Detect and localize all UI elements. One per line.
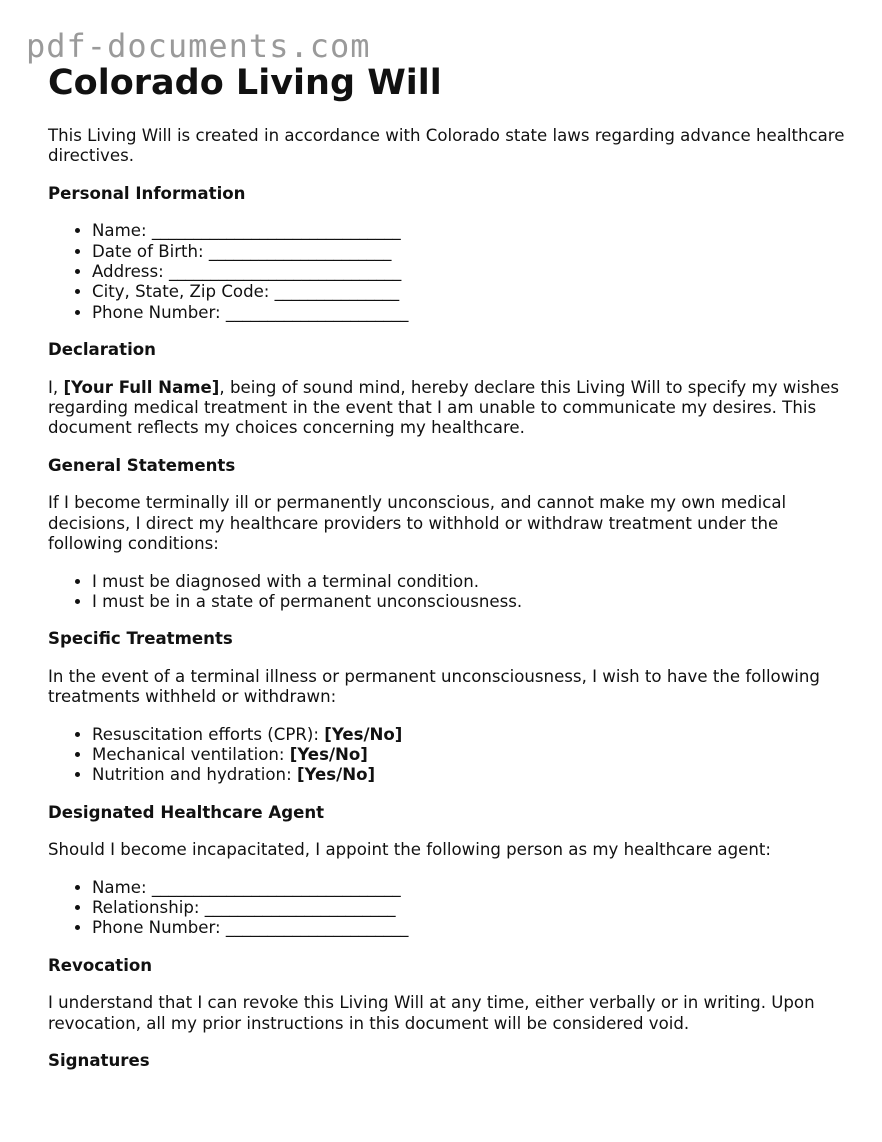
document-page bbox=[48, 60, 848, 1071]
revocation-heading: Revocation bbox=[48, 955, 153, 975]
personal-address-field: • Address: ____________________________ bbox=[92, 262, 848, 282]
treatment-ventilation-choice: [Yes/No] bbox=[289, 744, 368, 764]
personal-city-state-zip-field: • City, State, Zip Code: _______________ bbox=[92, 282, 848, 302]
personal-info-heading: Personal Information bbox=[48, 183, 246, 203]
treatment-cpr-choice: [Yes/No] bbox=[324, 724, 403, 744]
treatment-nutrition bbox=[92, 765, 848, 785]
agent-name-field: • Name: ______________________________ bbox=[92, 878, 848, 898]
declaration-text: , being of sound mind, hereby declare this Living Will to specify my wishes regarding medical treatment in the event that I am unable to communicate my desires. This document reflects my choices concerning my healthcare. bbox=[48, 377, 839, 438]
agent-phone-field: • Phone Number: ______________________ bbox=[92, 918, 848, 938]
watermark: pdf-documents.com bbox=[26, 27, 371, 65]
treatments-list bbox=[48, 725, 848, 786]
treatment-nutrition-choice: [Yes/No] bbox=[296, 765, 376, 785]
declaration-prefix: I, bbox=[48, 377, 64, 397]
specific-treatments-paragraph: In the event of a terminal illness or permanent unconsciousness, I wish to have the following treatments withheld or withdrawn: bbox=[48, 666, 820, 707]
general-conditions-list bbox=[48, 572, 848, 613]
treatment-nutrition-label: Nutrition and hydration: bbox=[92, 765, 297, 785]
general-statements-heading: General Statements bbox=[48, 455, 236, 475]
intro-paragraph: This Living Will is created in accordance with Colorado state laws regarding advance healthcare directives. bbox=[48, 126, 845, 166]
personal-info-list bbox=[48, 221, 848, 323]
condition-terminal: • I must be diagnosed with a terminal condition. bbox=[92, 572, 848, 592]
full-name-placeholder: [Your Full Name] bbox=[63, 377, 220, 397]
agent-info-list bbox=[48, 878, 848, 939]
treatment-cpr bbox=[92, 725, 848, 745]
treatment-ventilation bbox=[92, 745, 848, 765]
declaration-paragraph bbox=[48, 378, 848, 439]
healthcare-agent-paragraph: Should I become incapacitated, I appoint the following person as my healthcare agent: bbox=[48, 840, 771, 860]
condition-unconscious: • I must be in a state of permanent unconsciousness. bbox=[92, 592, 848, 612]
treatment-cpr-label: Resuscitation efforts (CPR): bbox=[92, 724, 325, 744]
personal-name-field: • Name: ______________________________ bbox=[92, 221, 848, 241]
healthcare-agent-heading: Designated Healthcare Agent bbox=[48, 802, 325, 822]
document-title: Colorado Living Will bbox=[48, 63, 442, 103]
signatures-heading: Signatures bbox=[48, 1051, 150, 1070]
agent-relationship-field: • Relationship: _______________________ bbox=[92, 898, 848, 918]
general-statements-paragraph: If I become terminally ill or permanently unconscious, and cannot make my own medical decisions, I direct my healthcare providers to withhold or withdraw treatment under the following conditions: bbox=[48, 493, 787, 554]
personal-phone-field: • Phone Number: ______________________ bbox=[92, 303, 848, 323]
treatment-ventilation-label: Mechanical ventilation: bbox=[92, 744, 290, 764]
personal-dob-field: • Date of Birth: ______________________ bbox=[92, 242, 848, 262]
declaration-heading: Declaration bbox=[48, 340, 156, 360]
specific-treatments-heading: Specific Treatments bbox=[48, 629, 233, 649]
revocation-paragraph: I understand that I can revoke this Living Will at any time, either verbally or in writing. Upon revocation, all my prior instructions in this document will be considered void. bbox=[48, 993, 815, 1033]
